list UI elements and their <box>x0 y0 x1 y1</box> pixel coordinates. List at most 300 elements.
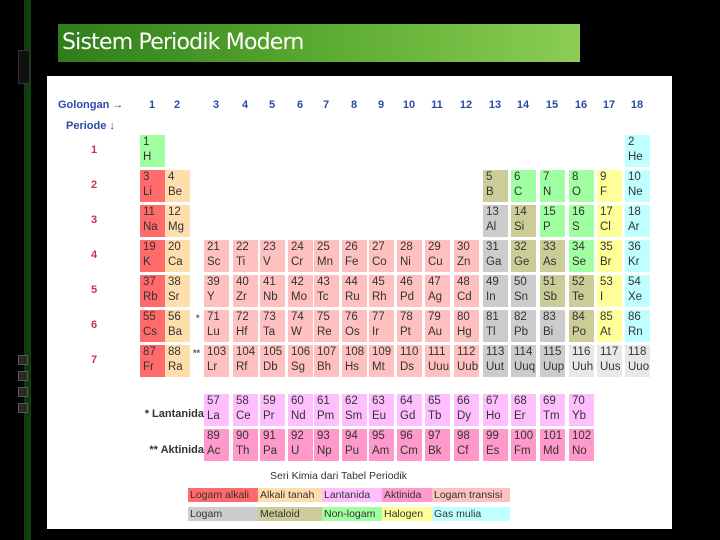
element-cell <box>597 240 622 272</box>
atomic-number: 68 <box>514 395 527 407</box>
element-symbol: Kr <box>628 256 640 268</box>
element-cell <box>483 240 508 272</box>
element-cell <box>165 275 190 307</box>
element-cell <box>625 205 650 237</box>
element-symbol: Ac <box>207 445 221 457</box>
atomic-number: 76 <box>345 311 358 323</box>
element-symbol: Eu <box>372 410 387 422</box>
element-symbol: Ar <box>628 221 640 233</box>
atomic-number: 105 <box>263 346 283 358</box>
atomic-number: 50 <box>514 276 527 288</box>
lanthanide-cell <box>511 394 536 426</box>
element-symbol: Ho <box>486 410 501 422</box>
atomic-number: 61 <box>317 395 330 407</box>
element-symbol: Pm <box>317 410 335 422</box>
atomic-number: 95 <box>372 430 385 442</box>
element-cell <box>597 205 622 237</box>
element-cell <box>314 240 339 272</box>
element-symbol: K <box>143 256 151 268</box>
period-number: 5 <box>90 284 98 296</box>
group-number: 9 <box>377 99 385 111</box>
atomic-number: 100 <box>514 430 534 442</box>
atomic-number: 109 <box>372 346 392 358</box>
element-symbol: Ru <box>345 291 360 303</box>
element-cell <box>625 135 650 167</box>
element-cell <box>288 275 313 307</box>
element-cell <box>369 275 394 307</box>
element-cell <box>569 275 594 307</box>
legend-item: Alkali tanah <box>258 488 322 502</box>
atomic-number: 87 <box>143 346 156 358</box>
atomic-number: 67 <box>486 395 499 407</box>
atomic-number: 8 <box>572 171 579 183</box>
element-symbol: C <box>514 186 523 198</box>
element-symbol: Nd <box>291 410 306 422</box>
element-cell <box>425 240 450 272</box>
element-cell <box>397 240 422 272</box>
element-cell <box>483 205 508 237</box>
actinide-label: ** Aktinida <box>149 444 204 456</box>
element-cell <box>597 345 622 377</box>
group-number: 18 <box>630 99 644 111</box>
side-accent-square <box>18 371 28 381</box>
element-cell <box>511 310 536 342</box>
element-cell <box>233 345 258 377</box>
lanthanide-cell <box>233 394 258 426</box>
actinide-cell <box>260 429 285 461</box>
element-symbol: Tc <box>317 291 329 303</box>
element-cell <box>454 310 479 342</box>
atomic-number: 118 <box>628 346 647 358</box>
group-number: 3 <box>212 99 220 111</box>
element-symbol: Ta <box>263 326 276 338</box>
period-number: 2 <box>90 179 98 191</box>
atomic-number: 116 <box>572 346 591 358</box>
atomic-number: 20 <box>168 241 181 253</box>
group-number: 12 <box>459 99 473 111</box>
element-cell <box>597 275 622 307</box>
atomic-number: 103 <box>207 346 227 358</box>
element-symbol: Sn <box>514 291 529 303</box>
atomic-number: 88 <box>168 346 181 358</box>
element-cell <box>540 275 565 307</box>
element-symbol: N <box>543 186 552 198</box>
element-symbol: F <box>600 186 608 198</box>
element-symbol: Po <box>572 326 587 338</box>
element-symbol: As <box>543 256 557 268</box>
element-cell <box>140 240 165 272</box>
element-cell <box>397 345 422 377</box>
atomic-number: 46 <box>400 276 413 288</box>
atomic-number: 4 <box>168 171 175 183</box>
side-accent-square <box>18 387 28 397</box>
actinide-cell <box>204 429 229 461</box>
element-cell <box>140 310 165 342</box>
atomic-number: 22 <box>236 241 249 253</box>
slide-title: Sistem Periodik Modern <box>58 24 580 62</box>
element-symbol: Sg <box>291 361 306 373</box>
atomic-number: 21 <box>207 241 220 253</box>
element-cell <box>342 275 367 307</box>
element-symbol: Ge <box>514 256 530 268</box>
atomic-number: 110 <box>400 346 419 358</box>
element-symbol: Uut <box>486 361 504 373</box>
element-symbol: S <box>572 221 580 233</box>
actinide-cell <box>511 429 536 461</box>
element-symbol: Mg <box>168 221 184 233</box>
actinide-cell <box>454 429 479 461</box>
group-number: 13 <box>488 99 502 111</box>
atomic-number: 32 <box>514 241 527 253</box>
lanthanide-cell <box>342 394 367 426</box>
element-cell <box>165 240 190 272</box>
element-symbol: Cu <box>428 256 443 268</box>
element-cell <box>288 240 313 272</box>
element-cell <box>425 345 450 377</box>
element-cell <box>625 345 650 377</box>
atomic-number: 30 <box>457 241 470 253</box>
atomic-number: 38 <box>168 276 181 288</box>
element-cell <box>369 310 394 342</box>
element-cell <box>569 170 594 202</box>
lanthanide-cell <box>204 394 229 426</box>
atomic-number: 106 <box>291 346 311 358</box>
element-symbol: Lu <box>207 326 220 338</box>
atomic-number: 51 <box>543 276 556 288</box>
atomic-number: 5 <box>486 171 493 183</box>
element-symbol: Pa <box>263 445 278 457</box>
atomic-number: 35 <box>600 241 613 253</box>
atomic-number: 101 <box>543 430 563 442</box>
element-symbol: Zn <box>457 256 471 268</box>
atomic-number: 63 <box>372 395 385 407</box>
element-cell <box>625 170 650 202</box>
side-accent-square <box>18 355 28 365</box>
element-symbol: Sm <box>345 410 363 422</box>
element-symbol: B <box>486 186 494 198</box>
element-symbol: Pt <box>400 326 411 338</box>
element-symbol: Uub <box>457 361 479 373</box>
actinide-cell <box>425 429 450 461</box>
atomic-number: 25 <box>317 241 330 253</box>
period-number: 7 <box>90 354 98 366</box>
element-cell <box>204 310 229 342</box>
element-symbol: Xe <box>628 291 643 303</box>
element-symbol: Pb <box>514 326 529 338</box>
actinide-cell <box>569 429 594 461</box>
atomic-number: 79 <box>428 311 441 323</box>
atomic-number: 13 <box>486 206 499 218</box>
atomic-number: 113 <box>486 346 505 358</box>
element-cell <box>483 170 508 202</box>
atomic-number: 47 <box>428 276 441 288</box>
element-cell <box>314 310 339 342</box>
element-symbol: Ca <box>168 256 183 268</box>
atomic-number: 114 <box>514 346 533 358</box>
atomic-number: 65 <box>428 395 441 407</box>
element-cell <box>397 275 422 307</box>
element-cell <box>260 275 285 307</box>
element-cell <box>397 310 422 342</box>
atomic-number: 92 <box>291 430 304 442</box>
element-cell <box>140 345 165 377</box>
element-cell <box>165 205 190 237</box>
element-symbol: Er <box>514 410 526 422</box>
element-symbol: La <box>207 410 220 422</box>
element-symbol: Rh <box>372 291 387 303</box>
atomic-number: 108 <box>345 346 365 358</box>
element-cell <box>625 240 650 272</box>
atomic-number: 40 <box>236 276 249 288</box>
element-symbol: I <box>600 291 604 303</box>
group-number: 8 <box>350 99 358 111</box>
element-symbol: Na <box>143 221 158 233</box>
atomic-number: 98 <box>457 430 470 442</box>
element-symbol: Pu <box>345 445 360 457</box>
element-symbol: Uuu <box>428 361 450 373</box>
element-symbol: Db <box>263 361 278 373</box>
element-symbol: Cs <box>143 326 158 338</box>
element-cell <box>511 170 536 202</box>
element-symbol: Pd <box>400 291 415 303</box>
atomic-number: 48 <box>457 276 470 288</box>
atomic-number: 111 <box>428 346 446 358</box>
side-accent-block <box>18 50 30 84</box>
element-symbol: Br <box>600 256 612 268</box>
atomic-number: 37 <box>143 276 156 288</box>
side-accent-square <box>18 403 28 413</box>
element-symbol: Ba <box>168 326 183 338</box>
element-symbol: Bh <box>317 361 332 373</box>
group-number: 1 <box>148 99 156 111</box>
element-symbol: Bk <box>428 445 442 457</box>
atomic-number: 19 <box>143 241 156 253</box>
atomic-number: 56 <box>168 311 181 323</box>
atomic-number: 15 <box>543 206 556 218</box>
element-symbol: Ti <box>236 256 246 268</box>
element-cell <box>483 310 508 342</box>
group-number: 6 <box>296 99 304 111</box>
element-symbol: Uus <box>600 361 621 373</box>
atomic-number: 90 <box>236 430 249 442</box>
element-cell <box>165 170 190 202</box>
element-symbol: H <box>143 151 152 163</box>
legend-item: Metaloid <box>258 507 322 521</box>
element-symbol: Ra <box>168 361 183 373</box>
legend-title: Seri Kimia dari Tabel Periodik <box>270 470 407 482</box>
element-cell <box>540 310 565 342</box>
element-symbol: Fr <box>143 361 154 373</box>
atomic-number: 27 <box>372 241 385 253</box>
element-symbol: Ce <box>236 410 251 422</box>
element-symbol: W <box>291 326 302 338</box>
group-number: 15 <box>545 99 559 111</box>
element-cell <box>204 240 229 272</box>
element-cell <box>288 310 313 342</box>
atomic-number: 82 <box>514 311 527 323</box>
atomic-number: 94 <box>345 430 358 442</box>
lanthanide-cell <box>314 394 339 426</box>
element-symbol: Ni <box>400 256 411 268</box>
element-symbol: Nb <box>263 291 278 303</box>
element-cell <box>425 275 450 307</box>
element-cell <box>140 275 165 307</box>
element-symbol: Rb <box>143 291 158 303</box>
element-cell <box>140 205 165 237</box>
atomic-number: 34 <box>572 241 585 253</box>
atomic-number: 80 <box>457 311 470 323</box>
lanthanide-cell <box>288 394 313 426</box>
atomic-number: 64 <box>400 395 413 407</box>
atomic-number: 102 <box>572 430 592 442</box>
element-symbol: Es <box>486 445 500 457</box>
element-symbol: In <box>486 291 496 303</box>
element-symbol: Dy <box>457 410 472 422</box>
element-symbol: Si <box>514 221 525 233</box>
atomic-number: 107 <box>317 346 337 358</box>
element-cell <box>569 345 594 377</box>
atomic-number: 62 <box>345 395 358 407</box>
element-cell <box>454 345 479 377</box>
element-symbol: Cd <box>457 291 472 303</box>
atomic-number: 7 <box>543 171 550 183</box>
element-symbol: Au <box>428 326 443 338</box>
atomic-number: 74 <box>291 311 304 323</box>
element-symbol: U <box>291 445 300 457</box>
element-symbol: Cr <box>291 256 304 268</box>
element-symbol: Co <box>372 256 387 268</box>
element-cell <box>233 240 258 272</box>
element-cell <box>511 205 536 237</box>
atomic-number: 33 <box>543 241 556 253</box>
element-symbol: Mo <box>291 291 307 303</box>
golongan-label: Golongan → <box>58 99 124 111</box>
element-symbol: Fe <box>345 256 359 268</box>
element-cell <box>511 345 536 377</box>
atomic-number: 73 <box>263 311 276 323</box>
element-symbol: Lr <box>207 361 218 373</box>
element-symbol: Tm <box>543 410 560 422</box>
element-cell <box>625 275 650 307</box>
element-cell <box>314 345 339 377</box>
element-symbol: Th <box>236 445 250 457</box>
atomic-number: 54 <box>628 276 641 288</box>
element-symbol: Os <box>345 326 360 338</box>
element-cell <box>260 345 285 377</box>
atomic-number: 43 <box>317 276 330 288</box>
group-number: 2 <box>173 99 181 111</box>
element-cell <box>425 310 450 342</box>
element-cell <box>454 275 479 307</box>
element-cell <box>540 170 565 202</box>
legend-item: Lantanida <box>322 488 382 502</box>
element-symbol: Li <box>143 186 152 198</box>
element-cell <box>314 275 339 307</box>
element-cell <box>342 345 367 377</box>
atomic-number: 2 <box>628 136 635 148</box>
group-number: 14 <box>516 99 530 111</box>
element-symbol: Tb <box>428 410 442 422</box>
atomic-number: 49 <box>486 276 499 288</box>
element-symbol: Tl <box>486 326 496 338</box>
element-symbol: Hs <box>345 361 360 373</box>
element-cell <box>511 275 536 307</box>
atomic-number: 96 <box>400 430 413 442</box>
legend-item: Logam alkali <box>188 488 258 502</box>
element-symbol: Te <box>572 291 585 303</box>
element-cell <box>511 240 536 272</box>
atomic-number: 55 <box>143 311 156 323</box>
atomic-number: 115 <box>543 346 562 358</box>
actinide-marker: ** <box>193 348 201 358</box>
element-symbol: Cm <box>400 445 418 457</box>
atomic-number: 83 <box>543 311 556 323</box>
legend-item: Gas mulia <box>432 507 510 521</box>
element-symbol: Pr <box>263 410 275 422</box>
actinide-cell <box>342 429 367 461</box>
element-symbol: Cf <box>457 445 469 457</box>
element-symbol: Be <box>168 186 183 198</box>
element-symbol: O <box>572 186 581 198</box>
atomic-number: 45 <box>372 276 385 288</box>
lanthanide-cell <box>540 394 565 426</box>
element-symbol: Hg <box>457 326 472 338</box>
element-symbol: Np <box>317 445 332 457</box>
group-number: 4 <box>241 99 249 111</box>
element-symbol: Y <box>207 291 215 303</box>
actinide-cell <box>233 429 258 461</box>
atomic-number: 39 <box>207 276 220 288</box>
element-symbol: At <box>600 326 611 338</box>
atomic-number: 3 <box>143 171 150 183</box>
atomic-number: 41 <box>263 276 276 288</box>
element-cell <box>260 240 285 272</box>
element-symbol: No <box>572 445 587 457</box>
atomic-number: 81 <box>486 311 499 323</box>
element-symbol: Se <box>572 256 587 268</box>
element-symbol: Yb <box>572 410 587 422</box>
atomic-number: 26 <box>345 241 358 253</box>
element-symbol: Bi <box>543 326 554 338</box>
element-cell <box>483 275 508 307</box>
actinide-cell <box>483 429 508 461</box>
atomic-number: 29 <box>428 241 441 253</box>
element-cell <box>260 310 285 342</box>
atomic-number: 77 <box>372 311 385 323</box>
atomic-number: 24 <box>291 241 304 253</box>
element-cell <box>540 205 565 237</box>
atomic-number: 6 <box>514 171 521 183</box>
element-symbol: Hf <box>236 326 248 338</box>
element-symbol: Sr <box>168 291 180 303</box>
legend-item: Aktinida <box>382 488 432 502</box>
element-cell <box>233 275 258 307</box>
atomic-number: 75 <box>317 311 330 323</box>
atomic-number: 57 <box>207 395 220 407</box>
actinide-cell <box>397 429 422 461</box>
group-number: 16 <box>574 99 588 111</box>
actinide-cell <box>314 429 339 461</box>
element-cell <box>454 240 479 272</box>
element-symbol: V <box>263 256 271 268</box>
element-symbol: Sb <box>543 291 558 303</box>
atomic-number: 97 <box>428 430 441 442</box>
group-number: 17 <box>602 99 616 111</box>
element-cell <box>233 310 258 342</box>
atomic-number: 78 <box>400 311 413 323</box>
atomic-number: 44 <box>345 276 358 288</box>
atomic-number: 72 <box>236 311 249 323</box>
